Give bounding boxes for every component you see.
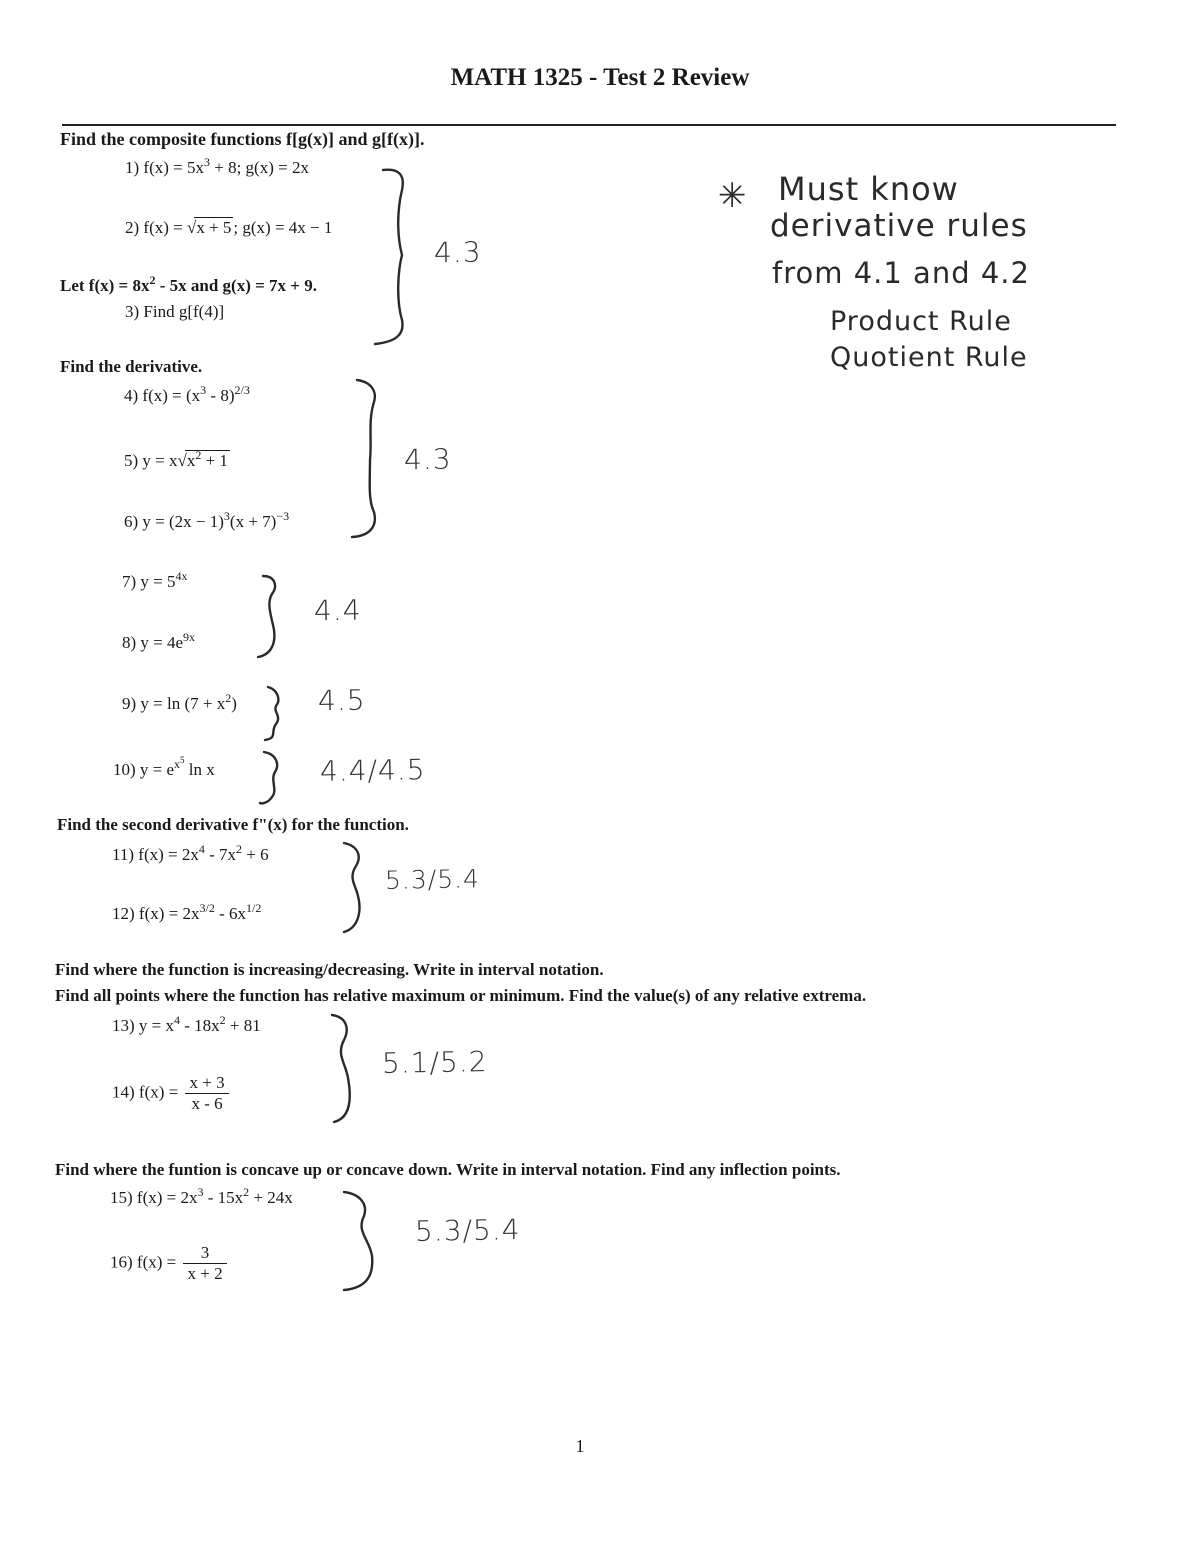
- handwritten-section-5-1-5-2: 5.1/5.2: [381, 1045, 488, 1080]
- page-number: 1: [575, 1436, 585, 1456]
- problem-3: 3) Find g[f(4)]: [125, 302, 225, 321]
- p7-text-a: 7) y = 5: [122, 572, 176, 591]
- p11-text-a: 11) f(x) = 2x: [112, 845, 199, 864]
- p10-exp-base: x: [174, 757, 181, 771]
- p5-rad-exp: 2: [195, 448, 202, 462]
- p7-exp: 4x: [175, 569, 188, 583]
- p8-exp: 9x: [183, 630, 196, 644]
- p12-text-b: - 6x: [214, 904, 246, 923]
- handwritten-section-4-5: 4.5: [317, 683, 366, 718]
- p16-text-a: 16) f(x) =: [110, 1252, 181, 1272]
- p6-text-a: 6) y = (2x − 1): [124, 512, 224, 531]
- p9-exp: 2: [225, 691, 232, 705]
- p8-text-a: 8) y = 4e: [122, 633, 184, 652]
- p1-exp: 3: [203, 155, 210, 169]
- note-line-2: derivative rules: [770, 208, 1028, 244]
- p15-exp2: 2: [243, 1185, 250, 1199]
- p12-text-a: 12) f(x) = 2x: [112, 904, 200, 923]
- p13-text-b: - 18x: [180, 1016, 220, 1035]
- note-line-1: Must know: [778, 170, 959, 208]
- handwritten-section-5-3-5-4-a: 5.3/5.4: [384, 864, 481, 895]
- radical-sign: √: [177, 451, 187, 470]
- handwritten-section-4-3-b: 4.3: [403, 442, 452, 477]
- brace-1: [375, 170, 403, 344]
- increasing-instruction-2: Find all points where the function has relative maximum or minimum. Find the value(s) of any relative extrema.: [55, 986, 867, 1005]
- p15-text-b: - 15x: [203, 1188, 244, 1207]
- p11-exp1: 4: [198, 842, 205, 856]
- p9-text-b: ): [231, 694, 237, 713]
- p11-text-c: + 6: [242, 845, 269, 864]
- derivative-instruction: Find the derivative.: [60, 357, 203, 376]
- p2-text-a: 2) f(x) =: [125, 218, 187, 237]
- handwritten-section-4-3-a: 4.3: [433, 235, 482, 270]
- p5-rad-base: x: [186, 451, 196, 470]
- handwritten-section-5-3-5-4-b: 5.3/5.4: [414, 1213, 521, 1248]
- p4-text-b: - 8): [206, 386, 235, 405]
- p14-numerator: x + 3: [185, 1073, 228, 1094]
- p11-exp2: 2: [236, 842, 243, 856]
- composite-instruction: Find the composite functions f[g(x)] and g[f(x)].: [60, 129, 425, 149]
- p13-text-a: 13) y = x: [112, 1016, 174, 1035]
- brace-7: [332, 1015, 350, 1122]
- note-line-3: from 4.1 and 4.2: [772, 256, 1030, 290]
- p9-text-a: 9) y = ln (7 + x: [122, 694, 226, 713]
- note-line-4: Product Rule: [830, 306, 1012, 337]
- let-exp: 2: [149, 273, 156, 287]
- p4-text-a: 4) f(x) = (x: [124, 386, 201, 405]
- p11-text-b: - 7x: [204, 845, 237, 864]
- p15-text-c: + 24x: [249, 1188, 293, 1207]
- p12-exp1: 3/2: [199, 901, 215, 915]
- p6-exp2: −3: [276, 509, 290, 523]
- p14-denominator: x - 6: [191, 1094, 223, 1113]
- p15-exp1: 3: [197, 1185, 204, 1199]
- p16-numerator: 3: [183, 1243, 226, 1264]
- p10-text-a: 10) y = e: [113, 760, 175, 779]
- p16-denominator: x + 2: [187, 1264, 223, 1283]
- p14-text-a: 14) f(x) =: [112, 1082, 183, 1102]
- second-derivative-instruction: Find the second derivative f"(x) for the function.: [57, 815, 409, 834]
- p5-text-a: 5) y = x: [124, 451, 178, 470]
- p2-radicand: x + 5: [196, 218, 232, 237]
- p15-text-a: 15) f(x) = 2x: [110, 1188, 198, 1207]
- p2-text-b: ; g(x) = 4x − 1: [233, 218, 333, 237]
- note-line-5: Quotient Rule: [830, 342, 1028, 373]
- radical-sign: √: [186, 218, 197, 237]
- handwritten-section-4-4: 4.4: [313, 593, 362, 628]
- let-text: Let f(x) = 8x: [60, 276, 150, 295]
- p13-exp2: 2: [219, 1013, 226, 1027]
- brace-6: [344, 843, 359, 932]
- brace-8: [344, 1192, 372, 1290]
- star-icon: ✳: [718, 176, 748, 216]
- concave-instruction: Find where the funtion is concave up or concave down. Write in interval notation. Find any inflection points.: [55, 1160, 841, 1179]
- p5-rad-rest: + 1: [201, 451, 228, 470]
- p6-text-b: (x + 7): [229, 512, 277, 531]
- p13-text-c: + 81: [225, 1016, 261, 1035]
- p10-text-b: ln x: [184, 760, 215, 779]
- brace-5: [260, 752, 277, 803]
- p4-exp2: 2/3: [234, 383, 250, 397]
- let-rest: - 5x and g(x) = 7x + 9.: [155, 276, 317, 295]
- brace-2: [352, 380, 375, 537]
- p6-exp1: 3: [223, 509, 230, 523]
- handwritten-section-4-4-4-5: 4.4/4.5: [319, 753, 426, 788]
- increasing-instruction-1: Find where the function is increasing/decreasing. Write in interval notation.: [55, 960, 604, 979]
- p10-exp-power: 5: [180, 755, 185, 765]
- p12-exp2: 1/2: [246, 901, 262, 915]
- brace-3: [258, 576, 275, 657]
- p1-text-b: + 8; g(x) = 2x: [209, 158, 309, 177]
- p4-exp1: 3: [200, 383, 207, 397]
- page-title: MATH 1325 - Test 2 Review: [450, 64, 750, 91]
- p1-text-a: 1) f(x) = 5x: [125, 158, 204, 177]
- p13-exp1: 4: [174, 1013, 180, 1027]
- brace-4: [265, 687, 278, 740]
